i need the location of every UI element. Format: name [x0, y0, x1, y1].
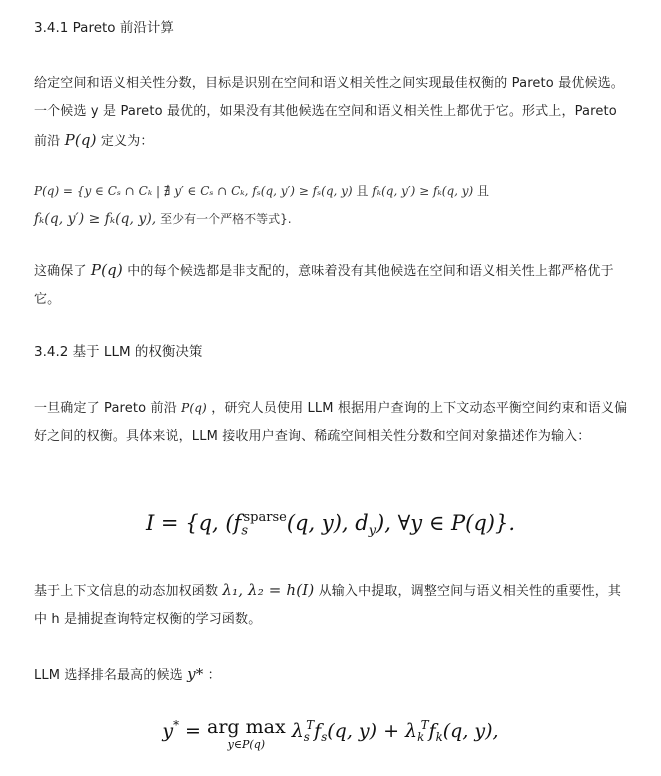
equation-line-2	[34, 206, 644, 232]
paragraph-text: 从输入中提取，调整空间与语义相关性的重要性，其中 h 是捕捉查询特定权衡的学习函数。	[34, 584, 622, 627]
equation-text-zh: 至少有一个严格不等式}.	[160, 212, 292, 226]
equation-line-1	[34, 178, 644, 204]
paragraph-text: ：	[207, 668, 221, 683]
paragraph-text: 基于上下文信息的动态加权函数	[34, 584, 219, 599]
equation-input-set	[0, 510, 661, 539]
section-heading-llm-tradeoff: 3.4.2 基于 LLM 的权衡决策	[34, 344, 203, 360]
equation-text: P(q) = {y ∈ Cₛ ∩ Cₖ | ∄ y′ ∈ Cₛ ∩ Cₖ, fₛ(q, y′) ≥ fₛ(q, y)	[34, 184, 353, 198]
paragraph-pareto-definition	[34, 70, 634, 156]
math-inline-pq: P(q)	[64, 131, 97, 149]
equation-argmax-body: y* = arg max y∈P(q) $\lambda_s^Tf_s(q$, $y) + \lambda_k^Tf_k(q$, y),	[162, 716, 499, 751]
math-inline-pq: P(q)	[181, 401, 207, 415]
equation-text: fₖ(q, y′) ≥ fₖ(q, y)	[372, 184, 474, 198]
math-inline-pq: P(q)	[90, 261, 123, 279]
paragraph-text: ，研究人员使用 LLM 根据用户查询的上下文动态平衡空间约束和语义偏好之间的权衡。具体来说，LLM 接收用户查询、稀疏空间相关性分数和空间对象描述作为输入：	[34, 401, 628, 444]
equation-argmax	[0, 718, 661, 750]
paragraph-select-top	[34, 660, 634, 690]
paragraph-dynamic-weights	[34, 576, 634, 634]
paragraph-text: 一旦确定了 Pareto 前沿	[34, 401, 177, 416]
paragraph-text: 定义为：	[100, 134, 154, 149]
equation-and: 且	[477, 184, 490, 198]
paragraph-llm-balance	[34, 394, 634, 451]
paragraph-text: 这确保了	[34, 264, 87, 279]
paragraph-text: 给定空间和语义相关性分数，目标是识别在空间和语义相关性之间实现最佳权衡的 Pareto 最优候选。一个候选 y 是 Pareto 最优的，如果没有其他候选在空间和语义相关性上都优于它。形式上，Pareto 前沿	[34, 76, 624, 149]
math-inline-lambda: λ₁, λ₂ = h(I)	[222, 581, 315, 599]
equation-and: 且	[356, 184, 369, 198]
equation-text: fₖ(q, y′) ≥ fₖ(q, y),	[34, 211, 157, 227]
paragraph-text: LLM 选择排名最高的候选	[34, 668, 183, 683]
section-heading-pareto-front: 3.4.1 Pareto 前沿计算	[34, 20, 174, 36]
math-inline-ystar: y*	[187, 665, 204, 683]
paragraph-text: 中的每个候选都是非支配的，意味着没有其他候选在空间和语义相关性上都严格优于它。	[34, 264, 614, 307]
equation-pareto-set	[34, 178, 644, 232]
paragraph-non-dominated	[34, 256, 634, 314]
equation-i-lhs: I = {q, ($f_s^{sparse}(q$, y), $d_y$), ∀y ∈ P(q)}.	[145, 510, 516, 539]
